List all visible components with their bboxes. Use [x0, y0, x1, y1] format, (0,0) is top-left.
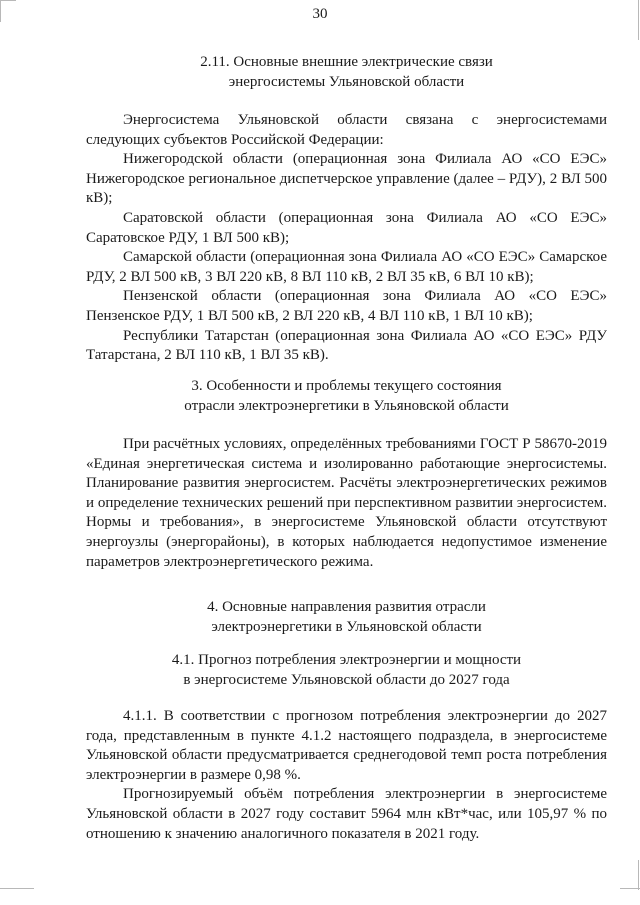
- section-2-11-body: [86, 111, 607, 366]
- heading-line: энергосистемы Ульяновской области: [228, 73, 465, 90]
- section-4-1-heading: [86, 651, 607, 690]
- scan-edge-mark: [0, 0, 16, 1]
- list-item: Самарской области (операционная зона Филиала АО «СО ЕЭС» Самарское РДУ, 2 ВЛ 500 кВ, 3 ВЛ 220 кВ, 8 ВЛ 110 кВ, 2 ВЛ 35 кВ, 6 ВЛ 10 кВ);: [86, 249, 607, 285]
- scan-edge-mark: [620, 888, 640, 889]
- section-2-11-heading: [86, 53, 607, 92]
- heading-line: в энергосистеме Ульяновской области до 2027 года: [183, 671, 510, 688]
- paragraph: При расчётных условиях, определённых требованиями ГОСТ Р 58670-2019 «Единая энергетическая система и изолированно работающие энергосистемы. Планирование развития энергосистем. Расчёты электроэнергетических режимов и определение технических решений при перспективном развитии энергосистем. Нормы и требования», в энергосистеме Ульяновской области отсутствуют энергоузлы (энергорайоны), в которых наблюдается недопустимое изменение параметров электроэнергетического режима.: [86, 436, 607, 570]
- list-item: Саратовской области (операционная зона Филиала АО «СО ЕЭС» Саратовское РДУ, 1 ВЛ 500 кВ);: [86, 209, 607, 246]
- scan-edge-mark: [638, 0, 639, 40]
- paragraph: 4.1.1. В соответствии с прогнозом потребления электроэнергии до 2027 года, представленным в пункте 4.1.2 настоящего подраздела, в энергосистеме Ульяновской области предусматривается среднегодовой темп роста потребления электроэнергии в размере 0,98 %.: [86, 708, 607, 783]
- section-4-1-body: [86, 707, 607, 844]
- section-3-heading: [86, 377, 607, 416]
- heading-line: электроэнергетики в Ульяновской области: [211, 618, 482, 635]
- paragraph: Энергосистема Ульяновской области связана с энергосистемами следующих субъектов Российской Федерации:: [86, 112, 607, 148]
- heading-line: 4.1. Прогноз потребления электроэнергии и мощности: [171, 652, 522, 668]
- paragraph: Прогнозируемый объём потребления электроэнергии в энергосистеме Ульяновской области в 2027 году составит 5964 млн кВт*час, или 105,97 % по отношению к значению аналогичного показателя в 2021 году.: [86, 786, 607, 842]
- section-3-body: [86, 435, 607, 572]
- heading-line: 4. Основные направления развития отрасли: [207, 599, 486, 615]
- scan-edge-mark: [0, 888, 34, 889]
- heading-line: 3. Особенности и проблемы текущего состояния: [191, 378, 502, 394]
- list-item: Республики Татарстан (операционная зона Филиала АО «СО ЕЭС» РДУ Татарстана, 2 ВЛ 110 кВ, 1 ВЛ 35 кВ).: [86, 327, 607, 364]
- list-item: Пензенской области (операционная зона Филиала АО «СО ЕЭС» Пензенское РДУ, 1 ВЛ 500 кВ, 2 ВЛ 220 кВ, 4 ВЛ 110 кВ, 1 ВЛ 10 кВ);: [86, 288, 607, 324]
- scan-edge-mark: [0, 0, 1, 22]
- section-4-heading: [86, 598, 607, 637]
- list-item: Нижегородской области (операционная зона Филиала АО «СО ЕЭС» Нижегородское региональное диспетчерское управление (далее – РДУ), 2 ВЛ 500 кВ);: [86, 151, 607, 207]
- heading-line: отрасли электроэнергетики в Ульяновской области: [184, 397, 509, 414]
- page-number: 30: [312, 6, 328, 22]
- scan-edge-mark: [638, 860, 639, 890]
- heading-line: 2.11. Основные внешние электрические связи: [200, 54, 493, 70]
